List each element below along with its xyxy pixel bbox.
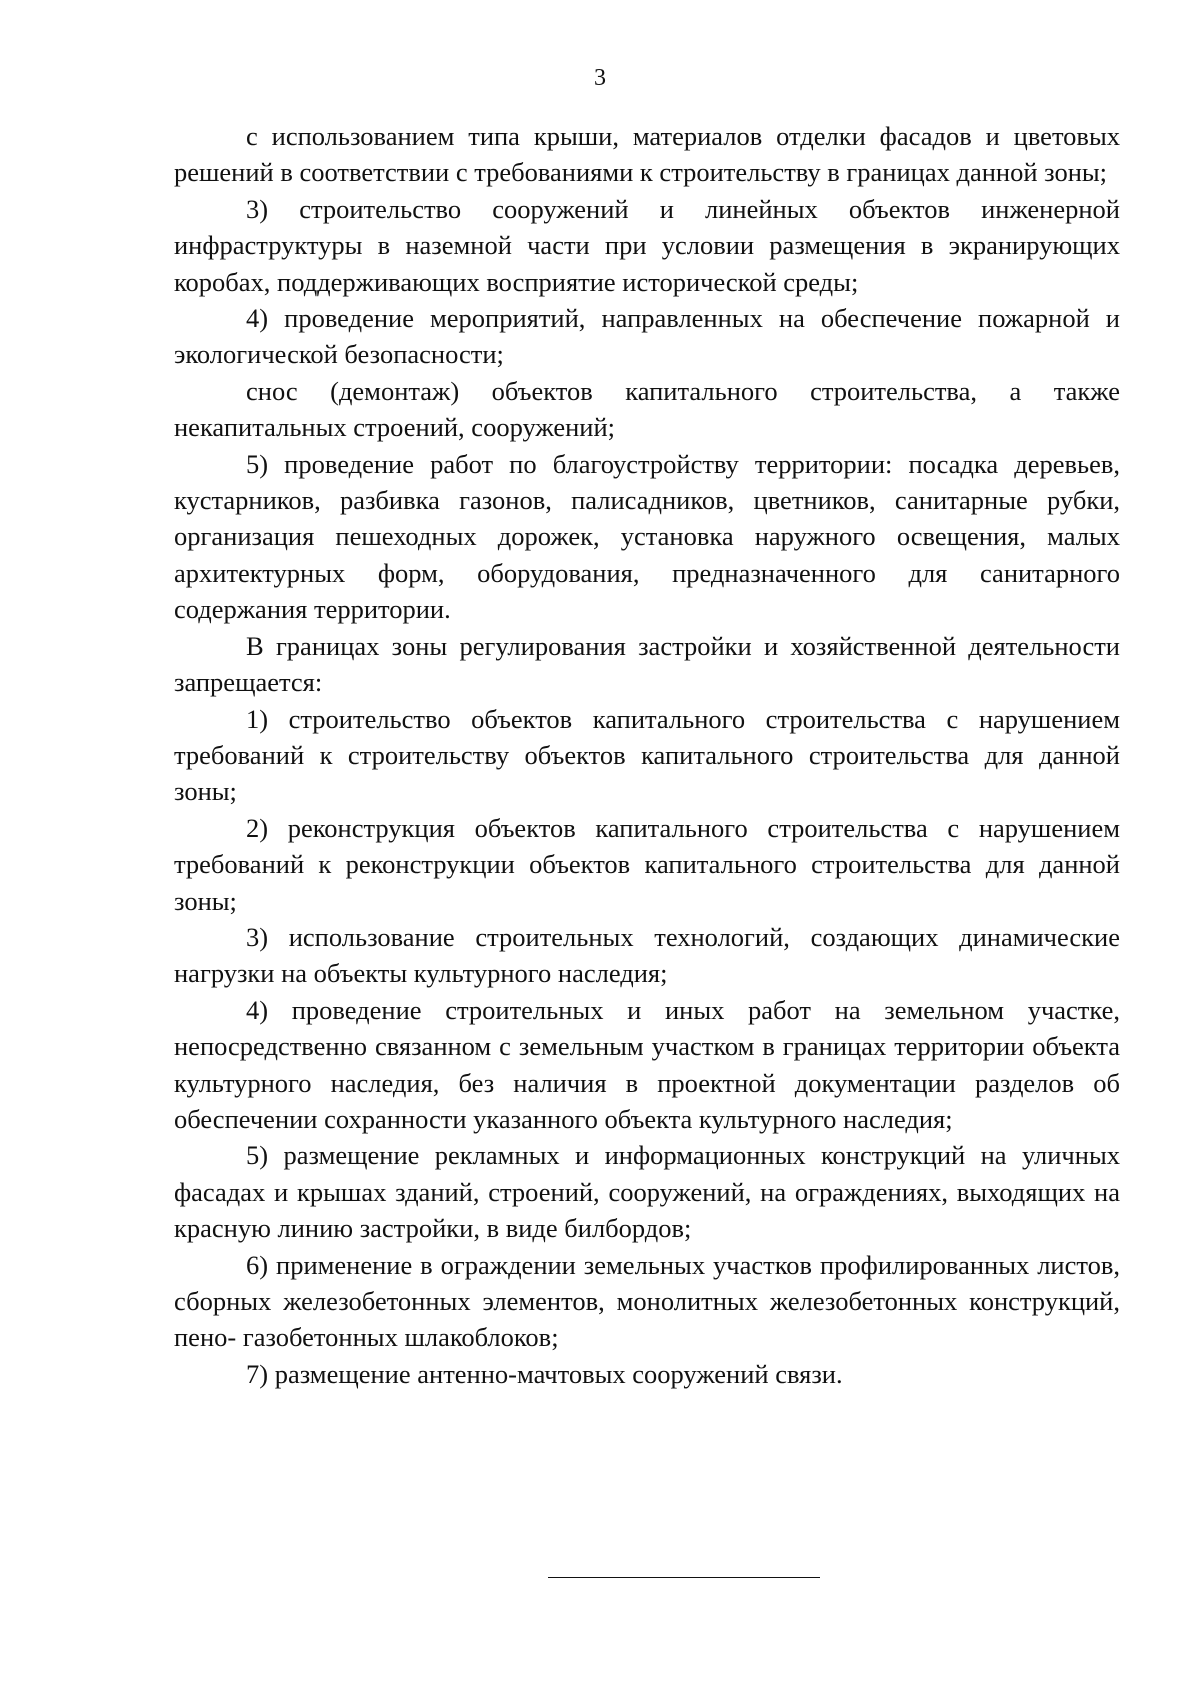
list-item-permitted-3: 3) строительство сооружений и линейных объектов инженерной инфраструктуры в наземной части при условии размещения в экранирующих коробах, поддерживающих восприятие исторической среды; <box>174 193 1120 297</box>
section-prohibited-heading: В границах зоны регулирования застройки и хозяйственной деятельности запрещается: <box>174 630 1120 698</box>
list-item-prohibited-5: 5) размещение рекламных и информационных конструкций на уличных фасадах и крышах зданий, строений, сооружений, на ограждениях, выходящих на красную линию застройки, в виде билбордов; <box>174 1140 1120 1244</box>
list-item-permitted-5: 5) проведение работ по благоустройству территории: посадка деревьев, кустарников, разбивка газонов, палисадников, цветников, санитарные рубки, организация пешеходных дорожек, установка наружного освещения, малых архитектурных форм, оборудования, предназначенного для санитарного содержания территории. <box>174 448 1120 625</box>
end-of-document-rule <box>548 1577 820 1578</box>
list-item-prohibited-2: 2) реконструкция объектов капитального строительства с нарушением требований к реконструкции объектов капитального строительства для данной зоны; <box>174 812 1120 916</box>
document-body <box>174 118 1120 1392</box>
list-item-prohibited-6: 6) применение в ограждении земельных участков профилированных листов, сборных железобетонных элементов, монолитных железобетонных конструкций, пено- газобетонных шлакоблоков; <box>174 1249 1120 1353</box>
list-item-prohibited-3: 3) использование строительных технологий, создающих динамические нагрузки на объекты культурного наследия; <box>174 921 1120 989</box>
page-number: 3 <box>594 65 606 91</box>
paragraph-continuation: с использованием типа крыши, материалов отделки фасадов и цветовых решений в соответствии с требованиями к строительству в границах данной зоны; <box>174 121 1120 188</box>
list-item-prohibited-4: 4) проведение строительных и иных работ на земельном участке, непосредственно связанном с земельным участком в границах территории объекта культурного наследия, без наличия в проектной документации разделов об обеспечении сохранности указанного объекта культурного наследия; <box>174 994 1120 1134</box>
list-item-prohibited-1: 1) строительство объектов капитального строительства с нарушением требований к строительству объектов капитального строительства для данной зоны; <box>174 703 1120 807</box>
list-item-permitted-4: 4) проведение мероприятий, направленных на обеспечение пожарной и экологической безопасности; <box>174 303 1120 370</box>
list-item-prohibited-7: 7) размещение антенно-мачтовых сооружений связи. <box>246 1358 843 1389</box>
paragraph-demolition: снос (демонтаж) объектов капитального строительства, а также некапитальных строений, сооружений; <box>174 375 1120 443</box>
